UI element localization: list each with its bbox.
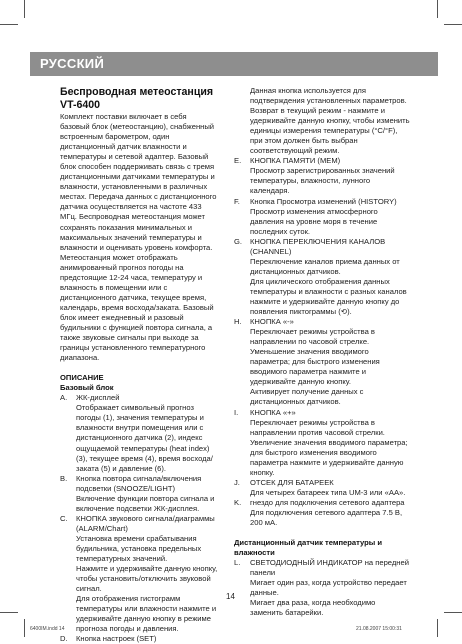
item-description: Активирует получение данных с дистанционных датчиков. [250, 387, 364, 407]
list-item [234, 197, 410, 207]
crop-mark [437, 619, 438, 637]
list-letter: I. [234, 407, 239, 417]
item-description: Для отображения гистограмм температуры или влажности нажмите и удерживайте данную кнопку в режиме прогноза погоды и давления. [76, 594, 217, 634]
footer-timestamp: 21.08.2007 15:00:31 [356, 626, 402, 632]
item-description: Для подключения сетевого адаптера 7.5 В, 200 мА. [250, 507, 403, 528]
crop-mark [444, 24, 462, 25]
list-item-text: гнездо для подключения сетевого адаптера [250, 497, 405, 507]
item-description: Данная кнопка используется для подтверждения установленных параметров. Возврат в текущий режим - нажмите и удерживайте данную кнопку, чтобы изменить единицы измерения температуры (°C/°F), при этом должен быть выбран соответствующий режим. [250, 86, 410, 156]
list-item-text: Кнопка повтора сигнала/включения подсветки (SNOOZE/LIGHT) [76, 473, 202, 493]
item-description: Мигает два раза, когда необходимо заменить батарейки. [250, 598, 376, 618]
item-description: Просмотр изменения атмосферного давления на уровне моря в течение последних суток. [250, 206, 378, 236]
crop-mark [0, 612, 18, 613]
list-item [234, 408, 410, 418]
item-description: Отображает символьный прогноз погоды (1), значения температуры и влажности внутри помещения или с дистанционного датчика (2), индекс ощущаемой температуры (heat index) (3), текущее время (4), время восхода/заката (5) и давление (6). [76, 403, 213, 473]
spacer [234, 528, 410, 538]
paragraph: Комплект поставки включает в себя базовый блок (метеостанцию), снабженный встроенным барометром, один дистанционный датчик влажности и температуры и сетевой адаптер. Базовый блок способен поддерживать связь с тремя дистанционными датчиками температуры и влажности, установленными в различных местах. Передача данных с дистанционного датчика осуществляется на частоте 433 МГц. Беспроводная метеостанция может сохранять показания минимальных и максимальных значений температуры и влажности и оценивать уровень комфорта. Метеостанция может отображать анимированный прогноз погоды на предстоящие 12-24 часа, температуру и влажность в помещении или с дистанционного датчика, текущее время, календарь, время восхода/заката. Базовый блок имеет ежедневный и разовый будильники с функцией повтора сигнала, а также звуковые сигналы при выходе за границы установленного температурного диапазона. [60, 112, 217, 363]
language-label: РУССКИЙ [40, 56, 105, 71]
list-item-text: СВЕТОДИОДНЫЙ ИНДИКАТОР на передней панели [250, 558, 409, 578]
list-item-text: КНОПКА «-» [250, 317, 294, 327]
list-item-text: ОТСЕК ДЛЯ БАТАРЕЕК [250, 477, 334, 487]
list-letter: B. [60, 473, 68, 483]
list-letter: J. [234, 477, 240, 487]
footer-filename: 6400IM.indd 14 [30, 626, 65, 632]
section-heading: ОПИСАНИЕ [60, 373, 104, 383]
list-letter: D. [60, 634, 68, 644]
list-letter: H. [234, 317, 242, 327]
list-item [234, 498, 410, 508]
list-item [234, 478, 410, 488]
list-item-text: КНОПКА ПЕРЕКЛЮЧЕНИЯ КАНАЛОВ (CHANNEL) [250, 236, 386, 256]
item-description: Переключение каналов приема данных от дистанционных датчиков. [250, 256, 400, 276]
item-description: Просмотр зарегистрированных значений температуры, влажности, лунного календаря. [250, 166, 395, 196]
document-title: VT-6400 [60, 99, 101, 111]
spacer [60, 363, 218, 373]
crop-mark [444, 612, 462, 613]
page-number: 14 [226, 592, 235, 601]
list-letter: K. [234, 497, 242, 507]
language-header [30, 52, 438, 76]
list-item-text: КНОПКА ПАМЯТИ (MEM) [250, 156, 341, 166]
crop-mark [437, 0, 438, 18]
list-letter: A. [60, 393, 68, 403]
list-item-text: Кнопка Просмотра изменений (HISTORY) [250, 196, 397, 206]
section-heading: Дистанционный датчик температуры и влажности [234, 538, 383, 558]
list-item [60, 634, 218, 644]
list-letter: L. [234, 558, 241, 568]
list-letter: F. [234, 196, 240, 206]
list-item-text: ЖК-дисплей [76, 393, 120, 403]
item-description: Нажмите и удерживайте данную кнопку, чтобы установить/отключить звуковой сигнал. [76, 564, 218, 594]
list-item [234, 156, 410, 166]
list-item-text: КНОПКА звукового сигнала/диаграммы (ALARM/Chart) [76, 513, 215, 533]
item-description: Мигает один раз, когда устройство передает данные. [250, 578, 407, 598]
list-item [60, 474, 218, 494]
document-title: Беспроводная метеостанция [60, 86, 214, 98]
crop-mark [0, 24, 18, 25]
item-description: Установка времени срабатывания будильника, установка предельных температурных значений. [76, 533, 202, 564]
left-column [60, 86, 218, 644]
item-description: Переключает режимы устройства в направлении против часовой стрелки. Увеличение значения вводимого параметра; для быстрого изменения вводимого параметра нажмите и удерживайте данную кнопку. [250, 417, 408, 477]
right-column [234, 86, 410, 618]
item-description: Для циклического отображения данных температуры и влажности с разных каналов нажмите и удерживайте данную кнопку до появления пиктограммы (⟲). [250, 276, 407, 317]
crop-mark [24, 0, 25, 18]
list-item-text: КНОПКА «+» [250, 407, 296, 417]
list-letter: G. [234, 236, 243, 246]
list-letter: E. [234, 156, 242, 166]
item-description: Переключает режимы устройства в направлении по часовой стрелке. Уменьшение значения вводимого параметра; для быстрого изменения вводимого параметра нажмите и удерживайте данную кнопку. [250, 327, 380, 387]
crop-mark [24, 619, 25, 637]
list-item [60, 514, 218, 534]
list-item [234, 558, 410, 578]
list-letter: C. [60, 513, 68, 523]
item-description: Включение функции повтора сигнала и включение подсветки ЖК-дисплея. [76, 493, 215, 513]
list-item [234, 237, 410, 257]
list-item [60, 393, 218, 403]
list-item-text: Кнопка настроек (SET) [76, 634, 157, 644]
item-description: Для четырех батареек типа UM-3 или «АА». [250, 487, 406, 497]
section-heading: Базовый блок [60, 383, 114, 393]
list-item [234, 317, 410, 327]
